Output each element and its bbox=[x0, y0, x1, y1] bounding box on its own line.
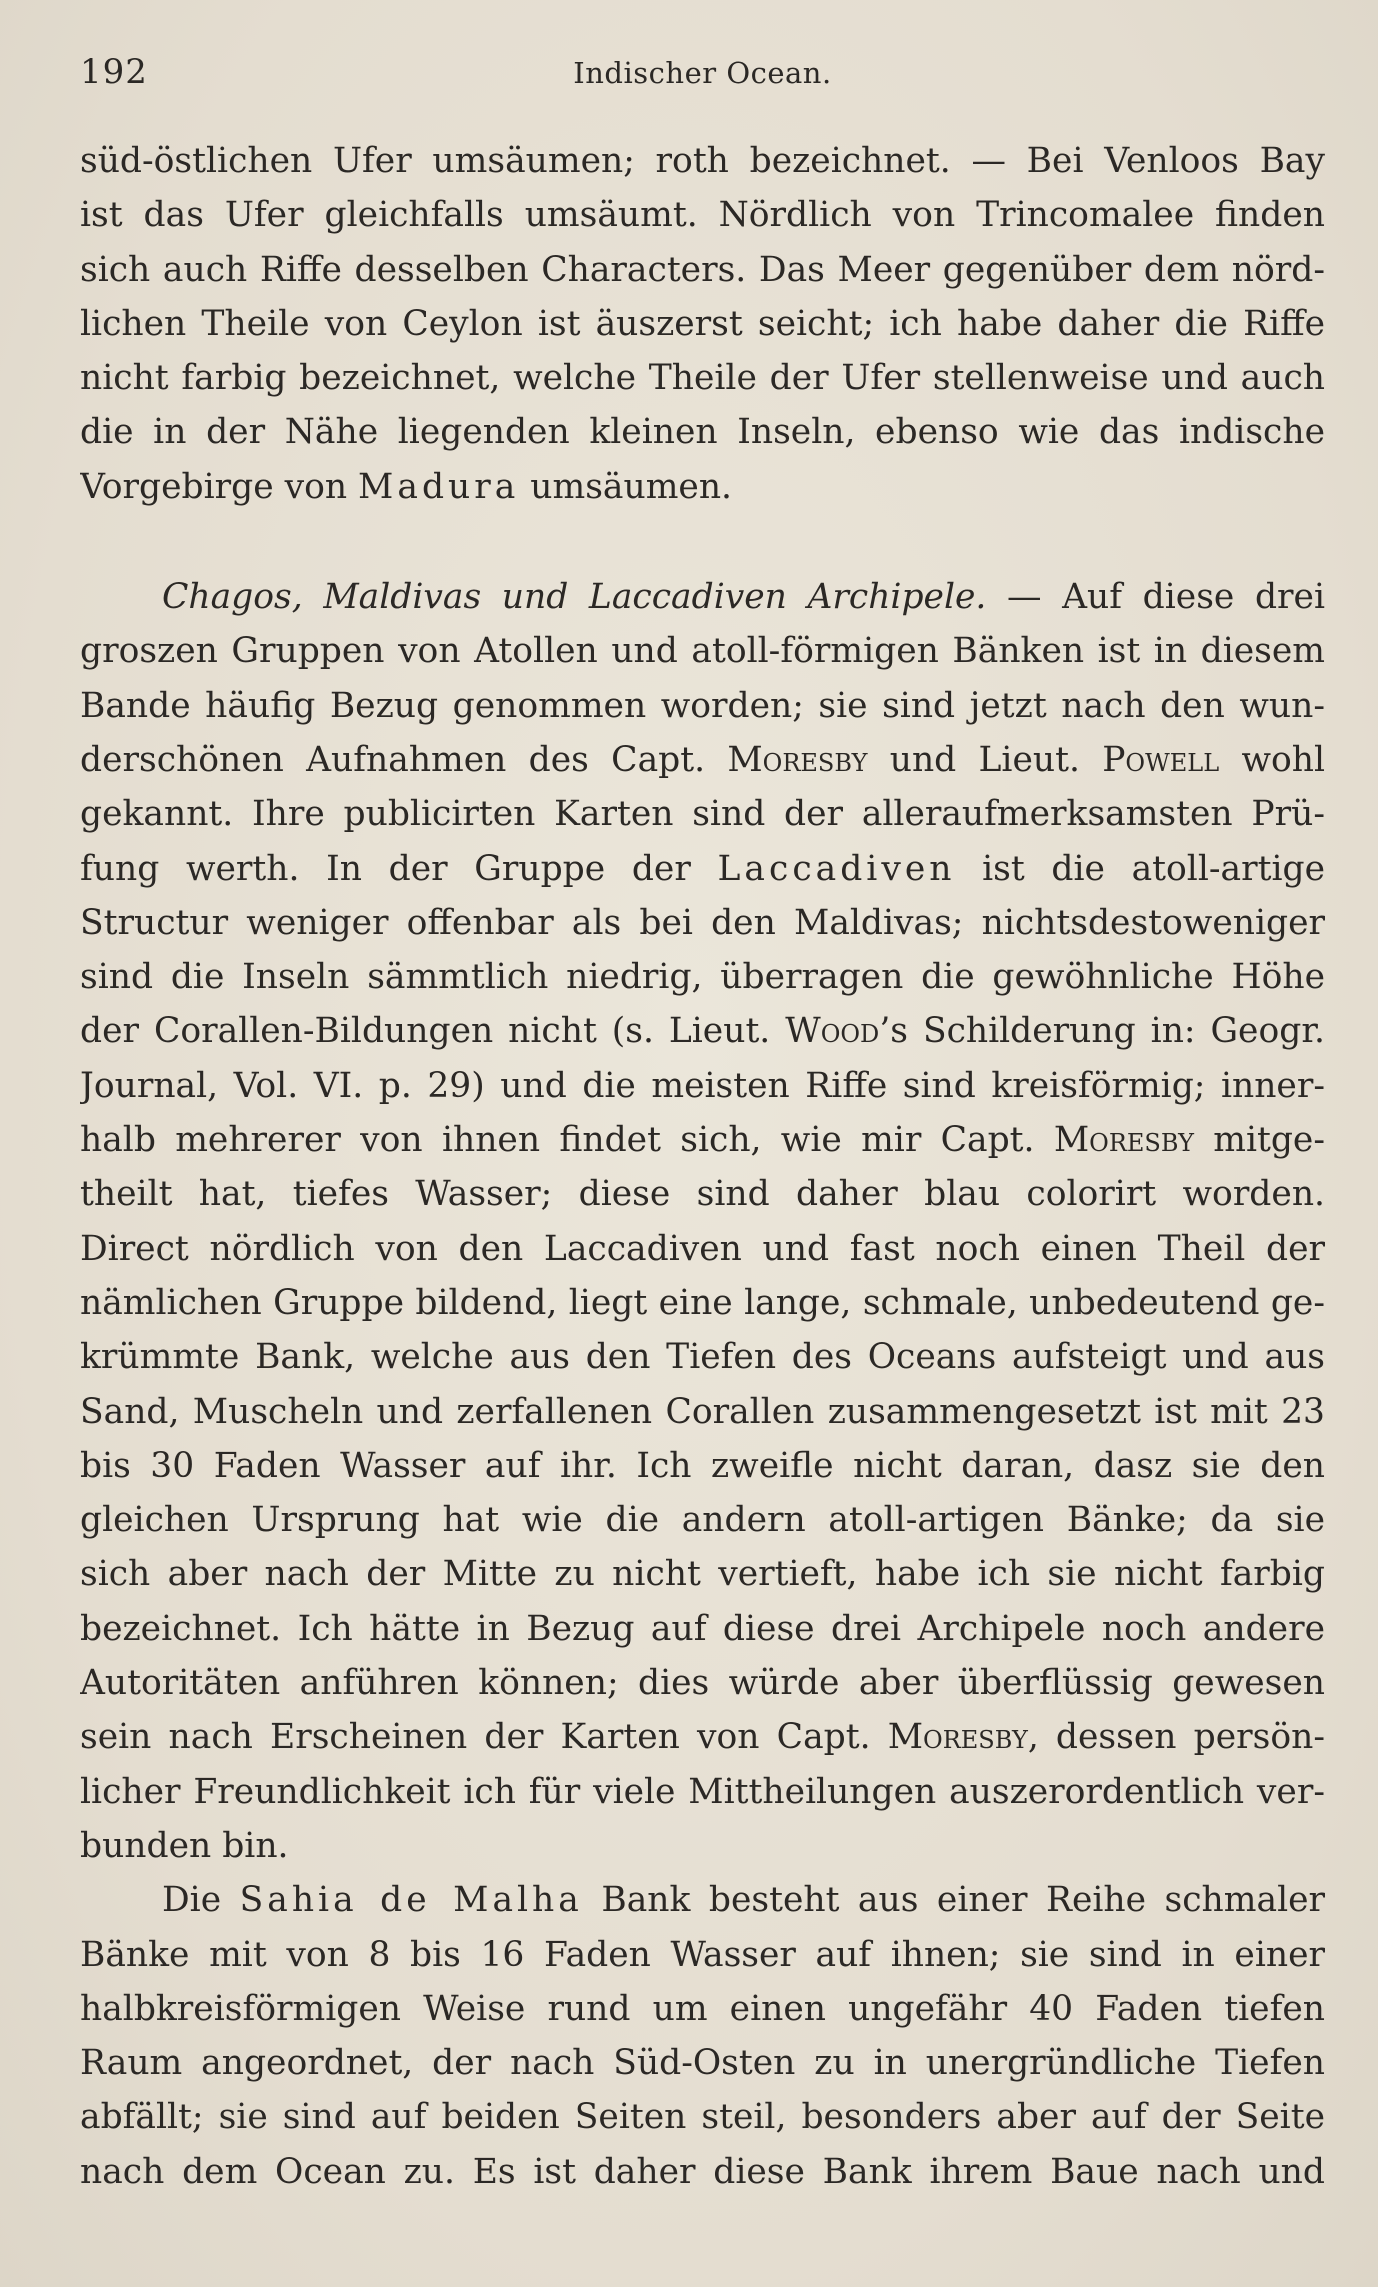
page-number: 192 bbox=[80, 52, 148, 92]
text-line: die in der Nähe liegenden kleinen Inseln, ebenso wie das indische bbox=[80, 412, 1325, 453]
text-run: halb mehrerer von ihnen findet sich, wie mir Capt. bbox=[80, 1120, 1035, 1161]
text-run: derschönen Aufnahmen des Capt. bbox=[80, 739, 706, 780]
text-line: nach dem Ocean zu. Es ist daher diese Bank ihrem Baue nach und bbox=[80, 2151, 1325, 2192]
text-line: Sand, Muscheln und zerfallenen Corallen zusammengesetzt ist mit 23 bbox=[80, 1391, 1325, 1432]
text-run: ’s Schilderung in: Geogr. bbox=[879, 1011, 1325, 1052]
text-line: ist das Ufer gleichfalls umsäumt. Nördlich von Trincomalee finden bbox=[80, 195, 1325, 236]
text-run: Vorgebirge von bbox=[80, 466, 348, 507]
text-line: sich aber nach der Mitte zu nicht vertieft, habe ich sie nicht farbig bbox=[80, 1554, 1325, 1595]
text-run: umsäumen. bbox=[530, 466, 733, 507]
text-line: theilt hat, tiefes Wasser; diese sind daher blau colorirt worden. bbox=[80, 1174, 1325, 1215]
page-header bbox=[80, 52, 1325, 102]
spaced-name: Sahia de Malha bbox=[239, 1880, 583, 1921]
text-line: krümmte Bank, welche aus den Tiefen des Oceans aufsteigt und aus bbox=[80, 1337, 1325, 1378]
spaced-name: Madura bbox=[358, 466, 520, 507]
author-name: Moresby bbox=[887, 1717, 1028, 1758]
text-line: Autoritäten anführen können; dies würde aber überflüssig gewesen bbox=[80, 1663, 1325, 1704]
text-run: Bank besteht aus einer Reihe schmaler bbox=[601, 1880, 1325, 1921]
text-line: süd-östlichen Ufer umsäumen; roth bezeichnet. — Bei Venloos Bay bbox=[80, 141, 1325, 181]
text-line: sich auch Riffe desselben Characters. Das Meer gegenüber dem nörd- bbox=[80, 249, 1325, 290]
author-name: Powell bbox=[1102, 739, 1220, 780]
text-line: Direct nördlich von den Laccadiven und fast noch einen Theil der bbox=[80, 1228, 1325, 1269]
text-line: Journal, Vol. VI. p. 29) und die meisten Riffe sind kreisförmig; inner- bbox=[80, 1065, 1325, 1106]
text-line bbox=[80, 842, 1325, 896]
author-name: Wood bbox=[785, 1011, 880, 1052]
text-run: wohl bbox=[1241, 739, 1325, 780]
text-line: sind die Inseln sämmtlich niedrig, überragen die gewöhnliche Höhe bbox=[80, 957, 1325, 998]
text-line bbox=[80, 1710, 1325, 1764]
text-line: bezeichnet. Ich hätte in Bezug auf diese drei Archipele noch andere bbox=[80, 1608, 1325, 1649]
text-line: lichen Theile von Ceylon ist äuszerst seicht; ich habe daher die Riffe bbox=[80, 303, 1325, 344]
section-heading-line bbox=[80, 570, 1325, 624]
text-run: der Corallen-Bildungen nicht (s. Lieut. bbox=[80, 1011, 771, 1052]
text-line bbox=[80, 1873, 1325, 1927]
author-name: Moresby bbox=[727, 739, 868, 780]
text-line: Bande häufig Bezug genommen worden; sie sind jetzt nach den wun- bbox=[80, 685, 1325, 726]
body-text bbox=[80, 134, 1325, 2199]
text-line: groszen Gruppen von Atollen und atoll-förmigen Bänken ist in diesem bbox=[80, 631, 1325, 672]
section-heading: Chagos, Maldivas und Laccadiven Archipele. bbox=[162, 577, 987, 618]
text-line: bunden bin. bbox=[80, 1825, 289, 1866]
text-line bbox=[80, 1004, 1325, 1058]
text-line: Structur weniger offenbar als bei den Maldivas; nichtsdestoweniger bbox=[80, 902, 1325, 943]
text-line: Raum angeordnet, der nach Süd-Osten zu in unergründliche Tiefen bbox=[80, 2043, 1325, 2084]
text-line: gekannt. Ihre publicirten Karten sind der alleraufmerksamsten Prü- bbox=[80, 794, 1325, 835]
spaced-name: Laccadiven bbox=[717, 848, 956, 889]
text-line: halbkreisförmigen Weise rund um einen ungefähr 40 Faden tiefen bbox=[80, 1988, 1325, 2029]
text-line: licher Freundlichkeit ich für viele Mittheilungen auszerordentlich ver- bbox=[80, 1771, 1325, 1812]
text-line: bis 30 Faden Wasser auf ihr. Ich zweifle nicht daran, dasz sie den bbox=[80, 1445, 1325, 1486]
text-line: Bänke mit von 8 bis 16 Faden Wasser auf ihnen; sie sind in einer bbox=[80, 1934, 1325, 1975]
text-line: abfällt; sie sind auf beiden Seiten steil, besonders aber auf der Seite bbox=[80, 2097, 1325, 2138]
text-line bbox=[80, 733, 1325, 787]
text-run: fung werth. In der Gruppe der bbox=[80, 848, 691, 889]
text-run: sein nach Erscheinen der Karten von Capt. bbox=[80, 1717, 871, 1758]
running-title: Indischer Ocean. bbox=[573, 56, 832, 90]
text-run: und Lieut. bbox=[889, 739, 1080, 780]
text-run: ist die atoll-artige bbox=[982, 848, 1325, 889]
text-run: mitge- bbox=[1213, 1120, 1325, 1161]
text-run: , dessen persön- bbox=[1027, 1717, 1325, 1758]
text-line: gleichen Ursprung hat wie die andern atoll-artigen Bänke; da sie bbox=[80, 1500, 1325, 1541]
text-line: nämlichen Gruppe bildend, liegt eine lange, schmale, unbedeutend ge- bbox=[80, 1282, 1325, 1323]
text-line bbox=[80, 1113, 1325, 1167]
text-line bbox=[80, 460, 1325, 514]
paragraph-gap bbox=[80, 514, 1325, 570]
text-run: — Auf diese drei bbox=[1007, 577, 1325, 618]
author-name: Moresby bbox=[1053, 1120, 1194, 1161]
text-line: nicht farbig bezeichnet, welche Theile der Ufer stellenweise und auch bbox=[80, 358, 1325, 399]
text-run: Die bbox=[162, 1880, 222, 1921]
